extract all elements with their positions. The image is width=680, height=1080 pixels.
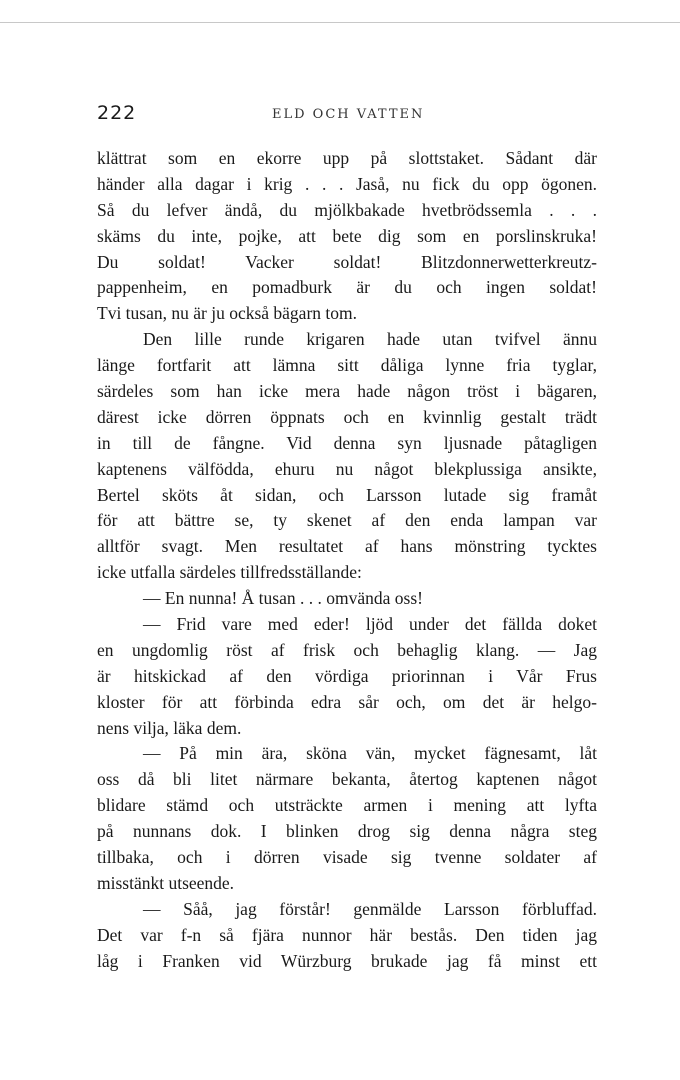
text-line: nens vilja, läka dem. — [97, 717, 242, 738]
text-line: in till de fångne. Vid denna syn ljusnade påtagligen — [97, 432, 597, 453]
text-line: skäms du inte, pojke, att bete dig som en porslinskruka! — [97, 225, 597, 246]
page-number: 222 — [97, 102, 137, 124]
text-line: — På min ära, sköna vän, mycket fägnesamt, låt — [143, 743, 597, 764]
text-line: pappenheim, en pomadburk är du och ingen soldat! — [97, 277, 597, 298]
text-line: Tvi tusan, nu är ju också bägarn tom. — [97, 303, 358, 324]
text-line: — Såå, jag förstår! genmälde Larsson förbluffad. — [143, 898, 597, 919]
text-line: misstänkt utseende. — [97, 872, 235, 893]
page-header — [97, 102, 597, 130]
text-line: på nunnans dok. I blinken drog sig denna några steg — [97, 821, 597, 842]
text-line: kaptenens välfödda, ehuru nu något blekplussiga ansikte, — [97, 458, 597, 479]
text-line: tillbaka, och i dörren visade sig tvenne soldater af — [97, 847, 597, 868]
text-line: särdeles som han icke mera hade någon tröst i bägaren, — [97, 381, 597, 402]
text-line: oss då bli litet närmare bekanta, återtog kaptenen något — [97, 769, 597, 790]
text-line: Den lille runde krigaren hade utan tvifvel ännu — [143, 329, 597, 350]
text-line: — Frid vare med eder! ljöd under det fällda doket — [143, 614, 597, 635]
text-line: låg i Franken vid Würzburg brukade jag få minst ett — [97, 950, 597, 971]
text-line: därest icke dörren öppnats och en kvinnlig gestalt trädt — [97, 406, 597, 427]
text-line: alltför svagt. Men resultatet af hans mönstring tycktes — [97, 536, 597, 557]
text-line: Det var f-n så fjära nunnor här bestås. Den tiden jag — [97, 924, 597, 945]
top-border-line — [0, 22, 680, 23]
text-line: Bertel sköts åt sidan, och Larsson lutade sig framåt — [97, 484, 597, 505]
text-line: länge fortfarit att lämna sitt dåliga lynne fria tyglar, — [97, 355, 597, 376]
text-line: blidare stämd och utsträckte armen i mening att lyfta — [97, 795, 597, 816]
text-line: klättrat som en ekorre upp på slottstaket. Sådant där — [97, 148, 597, 168]
text-line: för att bättre se, ty skenet af den enda lampan var — [97, 510, 597, 531]
text-line: Så du lefver ändå, du mjölkbakade hvetbrödssemla . . . — [97, 199, 597, 220]
body-text — [97, 146, 597, 975]
text-line: icke utfalla särdeles tillfredsställande: — [97, 562, 362, 583]
text-line: — En nunna! Å tusan . . . omvända oss! — [143, 588, 423, 609]
text-line: kloster för att förbinda edra sår och, om det är helgo- — [97, 691, 597, 712]
text-line: är hitskickad af den vördiga priorinnan i Vår Frus — [97, 665, 597, 686]
text-line: händer alla dagar i krig . . . Jaså, nu fick du opp ögonen. — [97, 173, 597, 194]
running-title: ELD OCH VATTEN — [272, 107, 425, 122]
text-line: en ungdomlig röst af frisk och behaglig klang. — Jag — [97, 639, 597, 660]
text-line: Du soldat! Vacker soldat! Blitzdonnerwetterkreutz- — [97, 251, 597, 272]
